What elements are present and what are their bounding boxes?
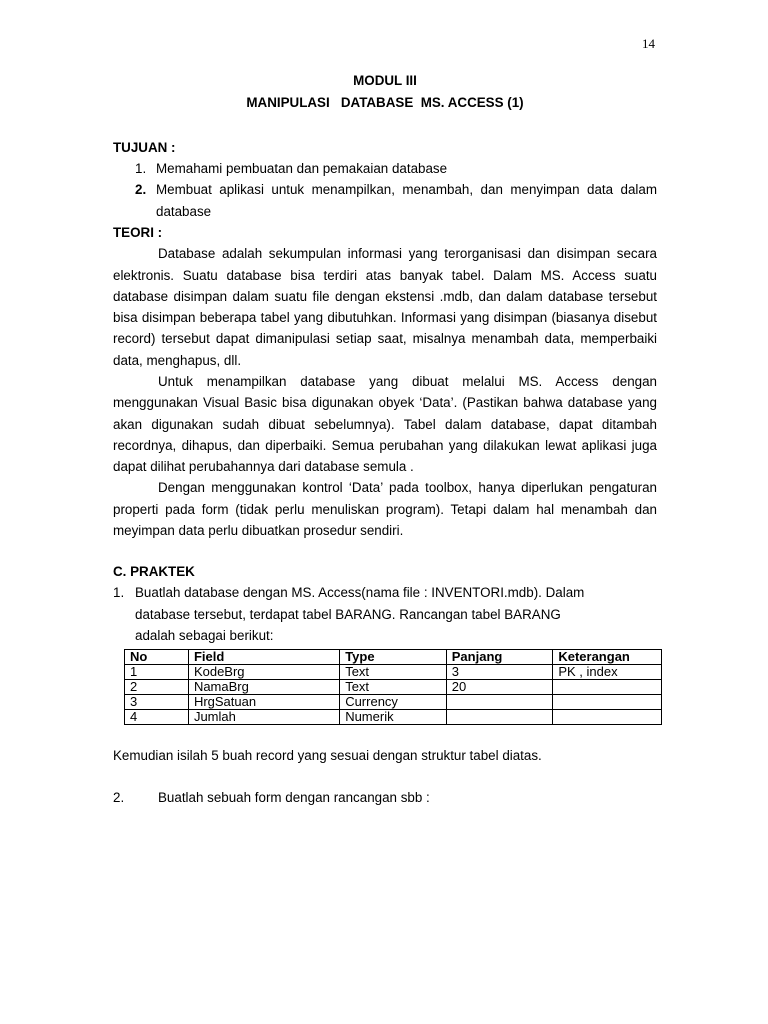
table-cell: Currency	[340, 694, 447, 709]
after-table-instruction: Kemudian isilah 5 buah record yang sesuai dengan struktur tabel diatas.	[113, 747, 542, 763]
module-title: MANIPULASI DATABASE MS. ACCESS (1)	[246, 95, 524, 110]
table-cell: Text	[340, 679, 447, 694]
table-cell	[553, 694, 662, 709]
objective-number: 1.	[135, 161, 147, 176]
table-row	[125, 679, 662, 694]
barang-table	[124, 649, 662, 725]
objective-item	[113, 158, 657, 179]
table-cell	[446, 709, 553, 724]
objective-item	[113, 179, 657, 222]
table-cell: 1	[125, 664, 189, 679]
praktek-heading: C. PRAKTEK	[113, 564, 195, 580]
table-row	[125, 709, 662, 724]
table-cell: Text	[340, 664, 447, 679]
column-header: Field	[188, 649, 339, 664]
column-header: Panjang	[446, 649, 553, 664]
objective-text: Membuat aplikasi untuk menampilkan, menambah, dan menyimpan data dalam database	[156, 182, 657, 219]
table-cell: 4	[125, 709, 189, 724]
teori-paragraph: Database adalah sekumpulan informasi yang terorganisasi dan disimpan secara elektronis. Suatu database bisa terdiri atas banyak tabel. Dalam MS. Access suatu database disimpan dalam suatu file dengan ekstensi .mdb, dan dalam database tersebut bisa disimpan beberapa tabel yang dibutuhkan. Informasi yang disimpan (biasanya disebut record) tersebut dapat dimanipulasi setiap saat, misalnya menambah data, memperbaiki data, menghapus, dll.	[113, 246, 657, 368]
practice-step-2	[113, 787, 657, 808]
table-row	[125, 664, 662, 679]
table-cell: PK , index	[553, 664, 662, 679]
table-cell	[553, 679, 662, 694]
step-line: adalah sebagai berikut:	[135, 628, 274, 644]
page-number: 14	[642, 36, 655, 51]
teori-paragraph: Untuk menampilkan database yang dibuat melalui MS. Access dengan menggunakan Visual Basic bisa digunakan obyek ‘Data’. (Pastikan bahwa database yang akan digunakan sudah dibuat sebelumnya). Tabel dalam database, dapat ditambah recordnya, dihapus, dan diperbaiki. Semua perubahan yang dilakukan lewat aplikasi juga dapat dilihat perubahannya dari database semula .	[113, 374, 657, 475]
step-line: database tersebut, terdapat tabel BARANG. Rancangan tabel BARANG	[135, 606, 561, 622]
table-cell	[446, 694, 553, 709]
objective-number: 2.	[135, 182, 147, 198]
objectives-list	[113, 158, 657, 222]
table-cell: Numerik	[340, 709, 447, 724]
table-cell: HrgSatuan	[188, 694, 339, 709]
practice-step-1	[113, 582, 657, 646]
step-line: Buatlah database dengan MS. Access(nama file : INVENTORI.mdb). Dalam	[135, 585, 585, 601]
table-header-row	[125, 649, 662, 664]
teori-heading: TEORI :	[113, 225, 163, 241]
table-cell	[553, 709, 662, 724]
table-cell: 20	[446, 679, 553, 694]
step-number: 1.	[113, 585, 125, 601]
step-number: 2.	[113, 789, 125, 805]
table-cell: 3	[446, 664, 553, 679]
teori-paragraph: Dengan menggunakan kontrol ‘Data’ pada toolbox, hanya diperlukan pengaturan properti pada form (tidak perlu menuliskan program). Tetapi dalam hal menambah dan meyimpan data perlu dibuatkan prosedur sendiri.	[113, 480, 657, 539]
tujuan-heading: TUJUAN :	[113, 140, 176, 155]
column-header: Type	[340, 649, 447, 664]
document-body	[113, 70, 657, 808]
objective-text: Memahami pembuatan dan pemakaian database	[156, 161, 448, 176]
table-cell: 2	[125, 679, 189, 694]
column-header: Keterangan	[553, 649, 662, 664]
table-row	[125, 694, 662, 709]
table-cell: Jumlah	[188, 709, 339, 724]
column-header: No	[125, 649, 189, 664]
table-cell: 3	[125, 694, 189, 709]
table-cell: KodeBrg	[188, 664, 339, 679]
table-cell: NamaBrg	[188, 679, 339, 694]
step-text: Buatlah sebuah form dengan rancangan sbb :	[158, 789, 430, 805]
module-number: MODUL III	[353, 73, 417, 88]
